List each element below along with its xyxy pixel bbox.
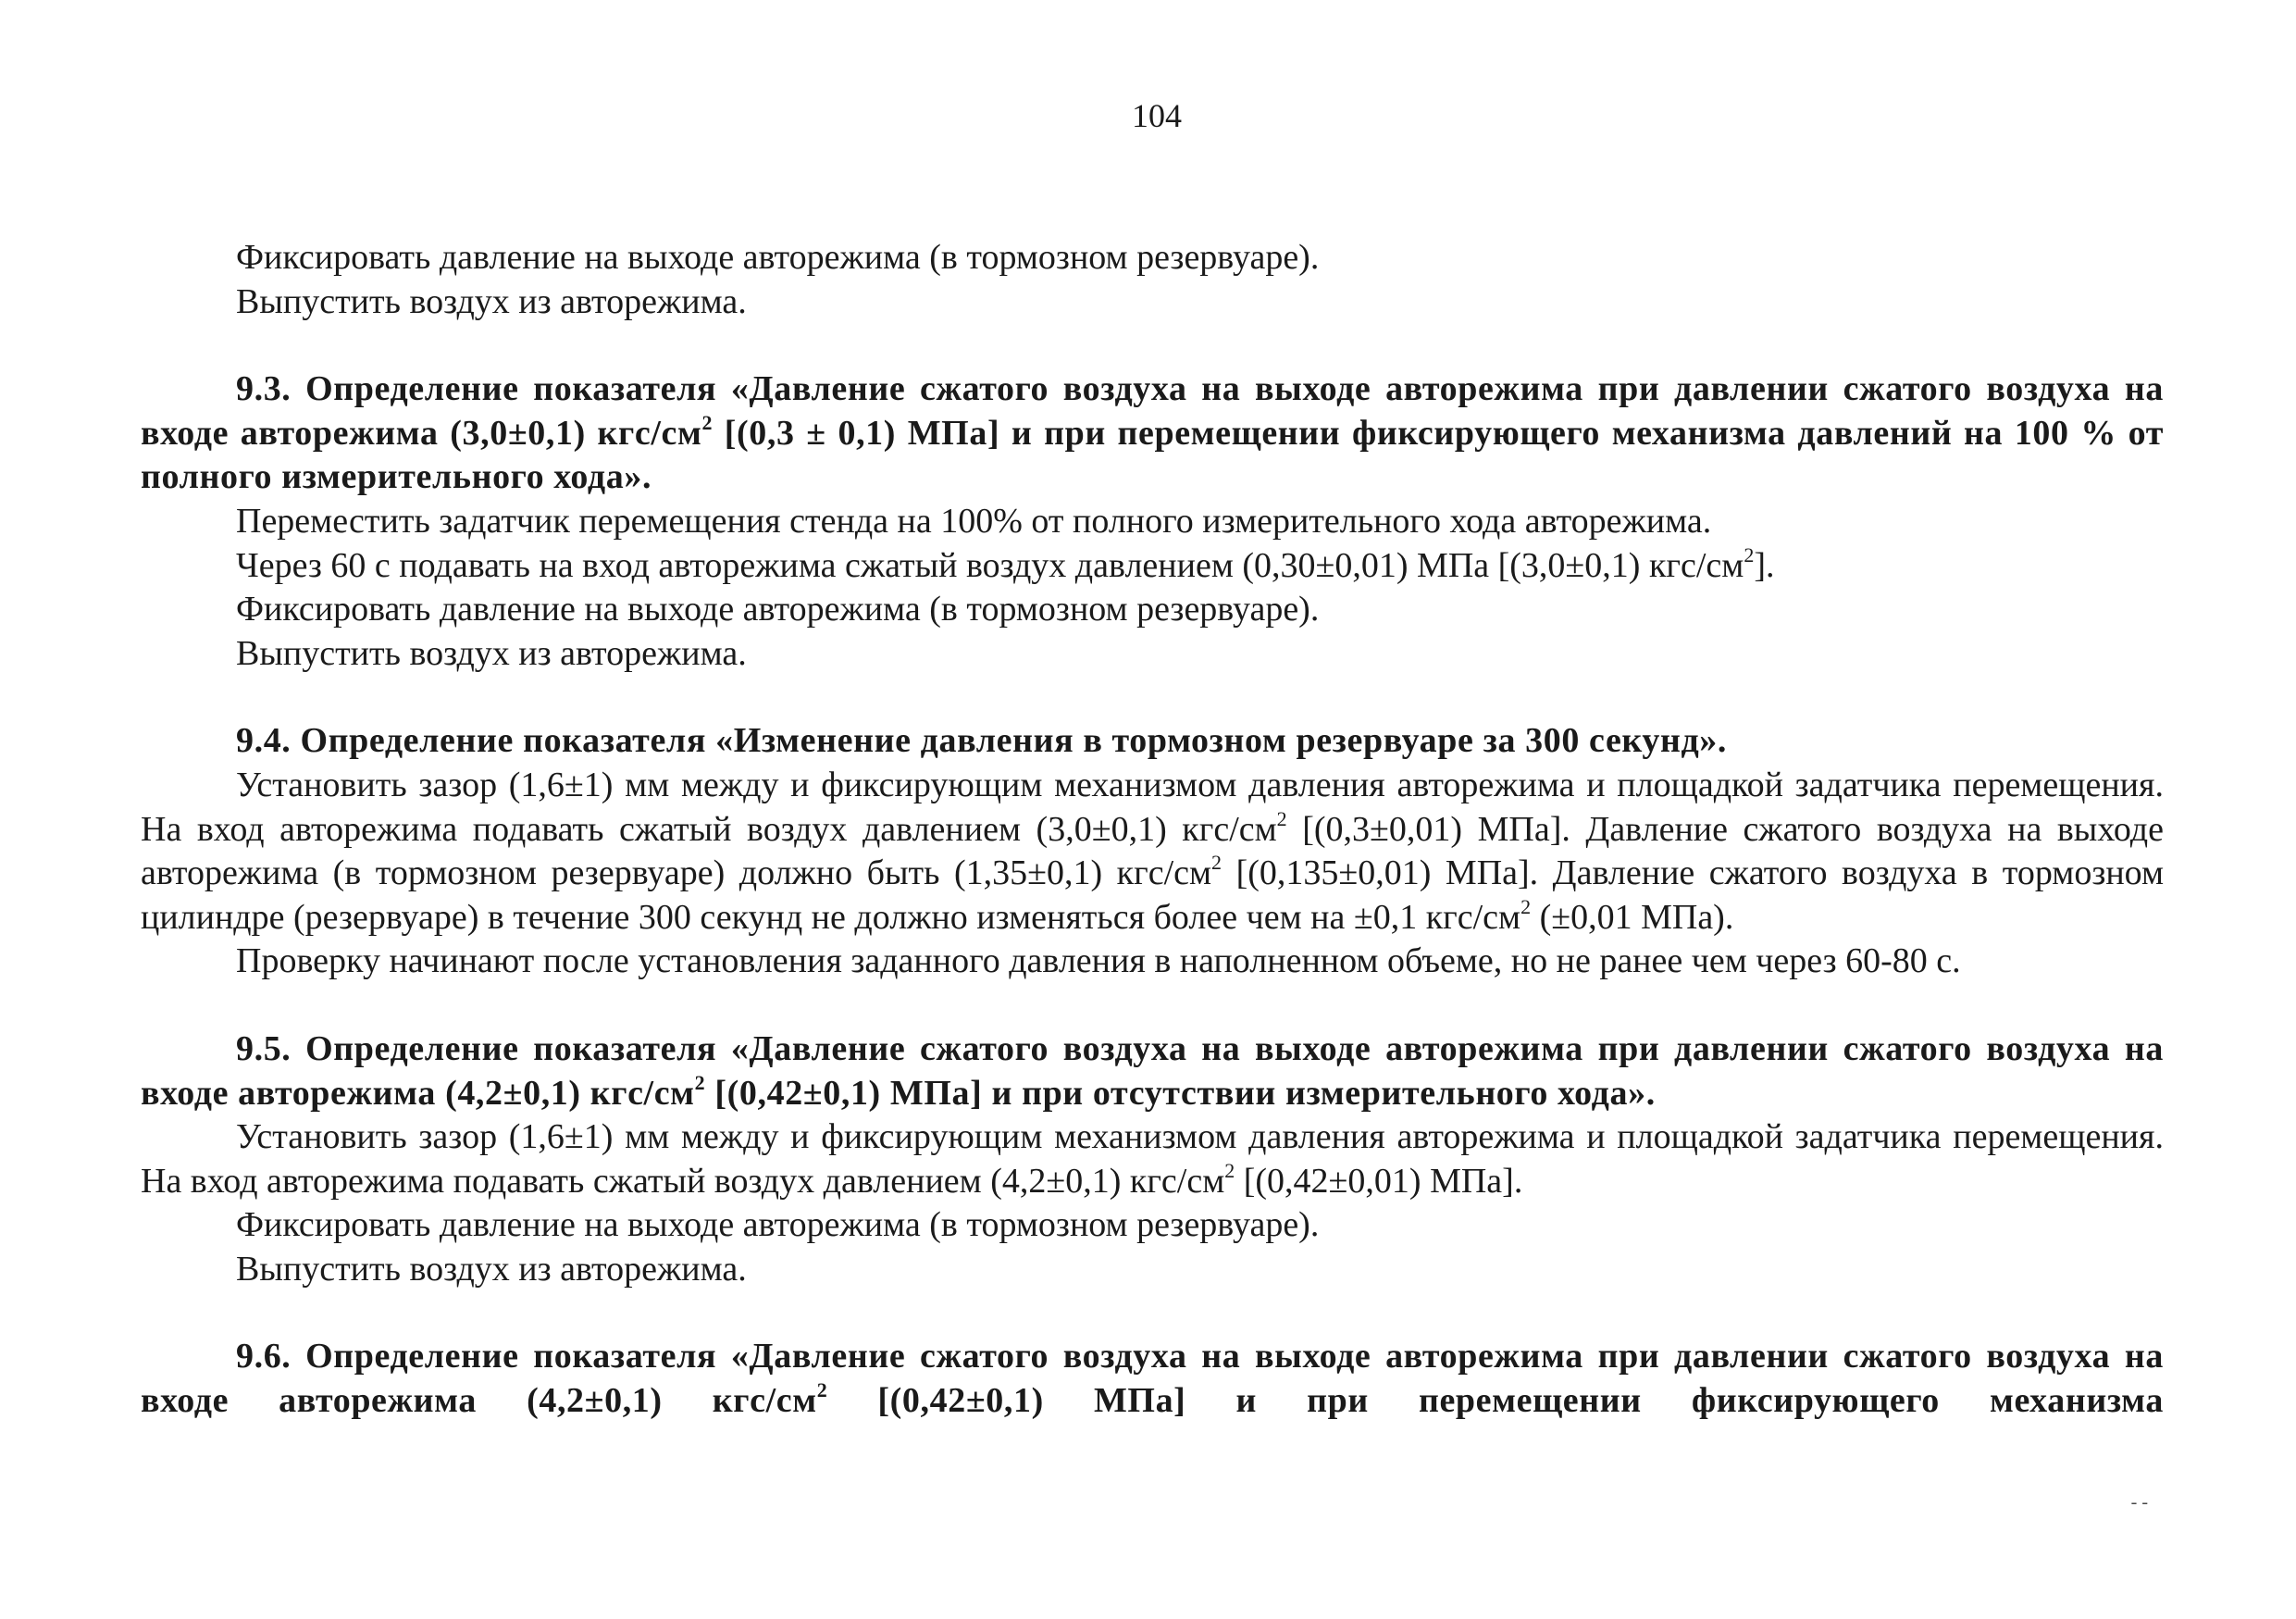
document-body — [141, 236, 2164, 1424]
paragraph: Фиксировать давление на выходе авторежима (в тормозном резервуаре). — [236, 1205, 1320, 1245]
paragraph: Установить зазор (1,6±1) мм между и фиксирующим механизмом давления авторежима и площадкой задатчика перемещения. На вход авторежима подавать сжатый воздух давлением (3,0±0,1) кгс/$см^2$ [(0,3±0,01) МПа]. Давление сжатого воздуха на выходе авторежима (в тормозном резервуаре) должно быть (1,35±0,1) кгс/$см^2$ [(0,135±0,01) МПа]. Давление сжатого воздуха в тормозном цилиндре (резервуаре) в течение 300 секунд не должно изменяться более чем на ±0,1 кгс/$см^2$ (±0,01 МПа). — [141, 765, 2164, 937]
paragraph: Установить зазор (1,6±1) мм между и фиксирующим механизмом давления авторежима и площадкой задатчика перемещения. На вход авторежима подавать сжатый воздух давлением (4,2±0,1) кгс/$см^2$ [(0,42±0,01) МПа]. — [141, 1117, 2164, 1201]
page-number: 104 — [1132, 97, 1182, 134]
paragraph: Фиксировать давление на выходе авторежима (в тормозном резервуаре). — [236, 238, 1320, 277]
paragraph-gap — [141, 1291, 2164, 1335]
section-heading-9-6: 9.6. Определение показателя «Давление сжатого воздуха на выходе авторежима при давлении сжатого воздуха на входе авторежима (4,2±0,1) кгс/$см^2$ [(0,42±0,1) МПа] и при перемещении фиксирующего механизма — [141, 1337, 2164, 1421]
section-heading-9-5: 9.5. Определение показателя «Давление сжатого воздуха на выходе авторежима при давлении сжатого воздуха на входе авторежима (4,2±0,1) кгс/$см^2$ [(0,42±0,1) МПа] и при отсутствии измерительного хода». — [141, 1028, 2164, 1113]
paragraph: Фиксировать давление на выходе авторежима (в тормозном резервуаре). — [236, 590, 1320, 629]
section-heading-9-3: 9.3. Определение показателя «Давление сжатого воздуха на выходе авторежима при давлении сжатого воздуха на входе авторежима (3,0±0,1) кгс/$см^2$ [(0,3 ± 0,1) МПа] и при перемещении фиксирующего механизма давлений на 100 % от полного измерительного хода». — [141, 369, 2165, 497]
section-heading-9-4: 9.4. Определение показателя «Изменение давления в тормозном резервуаре за 300 секунд». — [236, 721, 1728, 761]
paragraph: Переместить задатчик перемещения стенда на 100% от полного измерительного хода авторежима. — [236, 501, 1712, 541]
paragraph-gap — [141, 984, 2164, 1027]
scan-artifact-mark: ‐ ‐ — [2130, 1492, 2148, 1513]
paragraph: Выпустить воздух из авторежима. — [236, 1249, 747, 1289]
paragraph: Выпустить воздух из авторежима. — [236, 633, 747, 673]
paragraph: Проверку начинают после установления заданного давления в наполненном объеме, но не ранее чем через 60-80 с. — [236, 941, 1961, 981]
paragraph: Через 60 с подавать на вход авторежима сжатый воздух давлением (0,30±0,01) МПа [(3,0±0,1) кгс/$см^2$]. — [236, 542, 1775, 585]
paragraph-gap — [141, 324, 2164, 367]
paragraph: Выпустить воздух из авторежима. — [236, 281, 747, 321]
paragraph-gap — [141, 676, 2164, 719]
